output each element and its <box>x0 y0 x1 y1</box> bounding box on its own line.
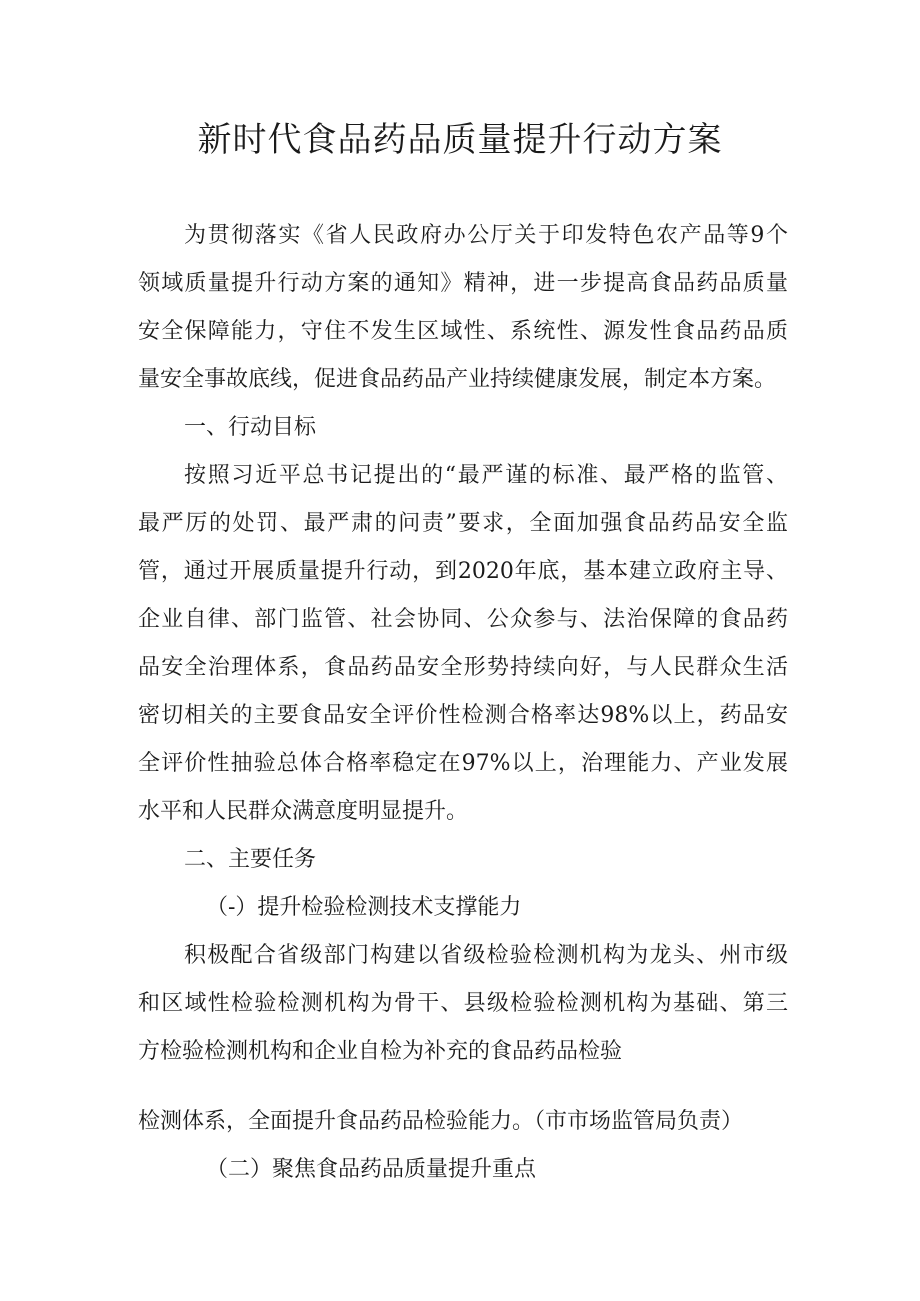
subsection-heading: （二）聚焦食品药品质量提升重点 <box>206 1157 537 1182</box>
paragraph-line: 检测体系，全面提升食品药品检验能力。（市市场监管局负责） <box>138 1109 744 1134</box>
document-title: 新时代食品药品质量提升行动方案 <box>197 120 723 160</box>
paragraph-line: 最严厉的处罚、最严肃的问责”要求，全面加强食品药品安全监 <box>138 511 788 536</box>
paragraph-line: 品安全治理体系，食品药品安全形势持续向好，与人民群众生活 <box>138 655 788 680</box>
paragraph-line: 和区域性检验检测机构为骨干、县级检验检测机构为基础、第三 <box>138 991 788 1016</box>
paragraph-line: 管，通过开展质量提升行动，到2020年底，基本建立政府主导、 <box>138 559 788 584</box>
paragraph-line: 方检验检测机构和企业自检为补充的食品药品检验 <box>138 1039 623 1064</box>
paragraph-line: 按照习近平总书记提出的“最严谨的标准、最严格的监管、 <box>184 463 788 488</box>
document-body <box>138 212 788 1194</box>
section-heading: 一、行动目标 <box>184 415 317 440</box>
paragraph-line: 安全保障能力，守住不发生区域性、系统性、源发性食品药品质 <box>138 319 788 344</box>
paragraph-line: 企业自律、部门监管、社会协同、公众参与、法治保障的食品药 <box>138 607 788 632</box>
paragraph-line: 为贯彻落实《省人民政府办公厅关于印发特色农产品等9个 <box>184 223 788 248</box>
paragraph-line: 领域质量提升行动方案的通知》精神，进一步提高食品药品质量 <box>138 271 788 296</box>
paragraph-line: 水平和人民群众满意度明显提升。 <box>138 799 469 824</box>
paragraph-line: 积极配合省级部门构建以省级检验检测机构为龙头、州市级 <box>184 943 788 968</box>
paragraph-line: 量安全事故底线，促进食品药品产业持续健康发展，制定本方案。 <box>138 367 777 392</box>
subsection-heading: （-）提升检验检测技术支撑能力 <box>206 895 522 920</box>
paragraph-line: 密切相关的主要食品安全评价性检测合格率达98%以上，药品安 <box>138 703 788 728</box>
paragraph-line: 全评价性抽验总体合格率稳定在97%以上，治理能力、产业发展 <box>138 751 788 776</box>
section-heading: 二、主要任务 <box>184 847 317 872</box>
